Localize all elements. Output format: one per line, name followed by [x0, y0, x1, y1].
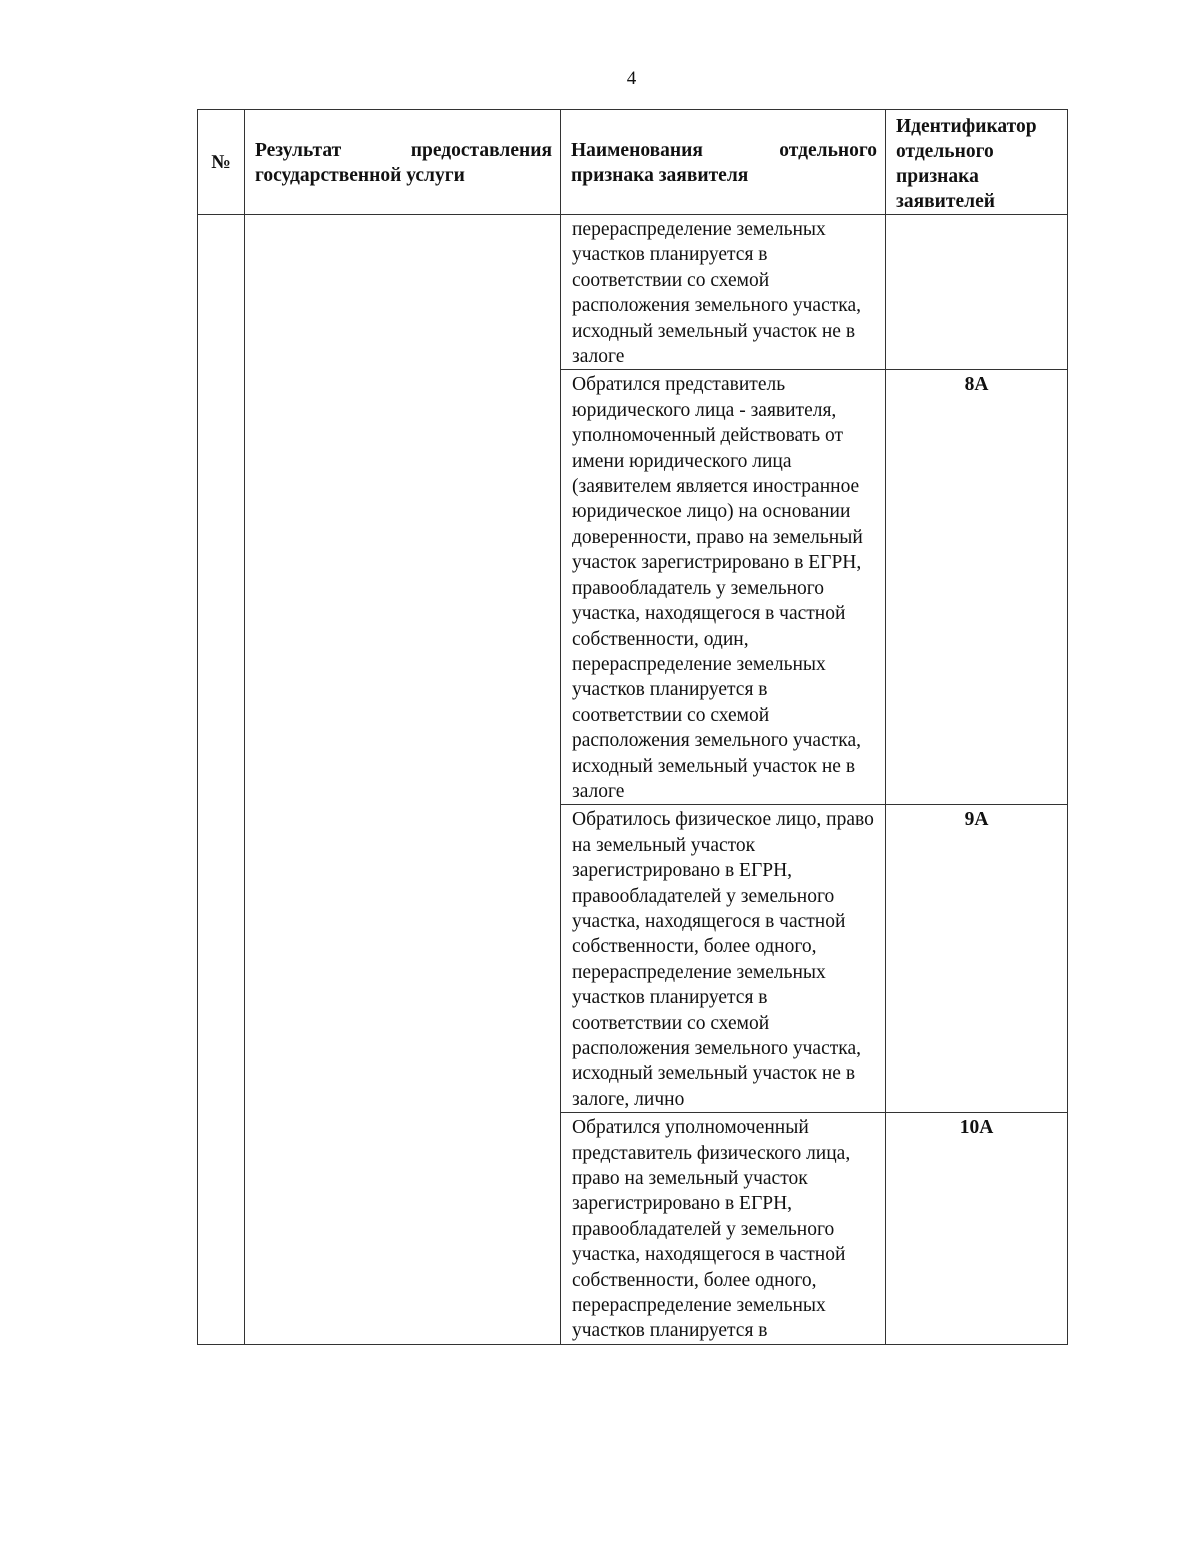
name-cell — [561, 370, 886, 805]
id-cell-text: 10А — [959, 1117, 994, 1139]
id-cell-text — [886, 215, 1067, 217]
header-result-text: Результат предоставления государственной услуги — [255, 140, 552, 186]
name-cell — [561, 805, 886, 1113]
header-num: № — [198, 110, 245, 215]
header-name — [561, 110, 886, 215]
name-cell — [561, 1113, 886, 1345]
id-cell — [886, 370, 1068, 805]
table-header-row — [198, 110, 1068, 215]
num-cell — [198, 215, 245, 1345]
name-cell-text: Обратился уполномоченный представитель физического лица, право на земельный участок зарегистрировано в ЕГРН, правообладателей у земельного участка, находящегося в частной собственности, более одного, перераспределение земельных участков планируется в — [572, 1117, 851, 1342]
id-cell — [886, 805, 1068, 1113]
name-cell-text: Обратилось физическое лицо, право на земельный участок зарегистрировано в ЕГРН, правообладателей у земельного участка, находящегося в частной собственности, более одного, перераспределение земельных участков планируется в соответствии со схемой расположения земельного участка, исходный земельный участок не в залоге, лично — [572, 809, 874, 1110]
header-name-text: Наименования отдельного признака заявителя — [571, 140, 877, 186]
header-result — [245, 110, 561, 215]
name-cell-text: перераспределение земельных участков планируется в соответствии со схемой расположения земельного участка, исходный земельный участок не в залоге — [572, 219, 861, 368]
id-cell-text: 8А — [964, 374, 989, 396]
header-id — [886, 110, 1068, 215]
id-cell — [886, 215, 1068, 370]
header-id-text: Идентификатор отдельного признака заявителей — [896, 116, 1037, 212]
page-number: 4 — [626, 68, 637, 89]
table-row — [198, 215, 1068, 370]
name-cell — [561, 215, 886, 370]
result-cell — [245, 215, 561, 1345]
applicant-features-table — [197, 109, 1068, 1345]
id-cell-text: 9А — [964, 809, 989, 831]
id-cell — [886, 1113, 1068, 1345]
name-cell-text: Обратился представитель юридического лица - заявителя, уполномоченный действовать от имени юридического лица (заявителем является иностранное юридическое лицо) на основании доверенности, право на земельный участок зарегистрировано в ЕГРН, правообладатель у земельного участка, находящегося в частной собственности, один, перераспределение земельных участков планируется в соответствии со схемой расположения земельного участка, исходный земельный участок не в залоге — [572, 374, 863, 802]
